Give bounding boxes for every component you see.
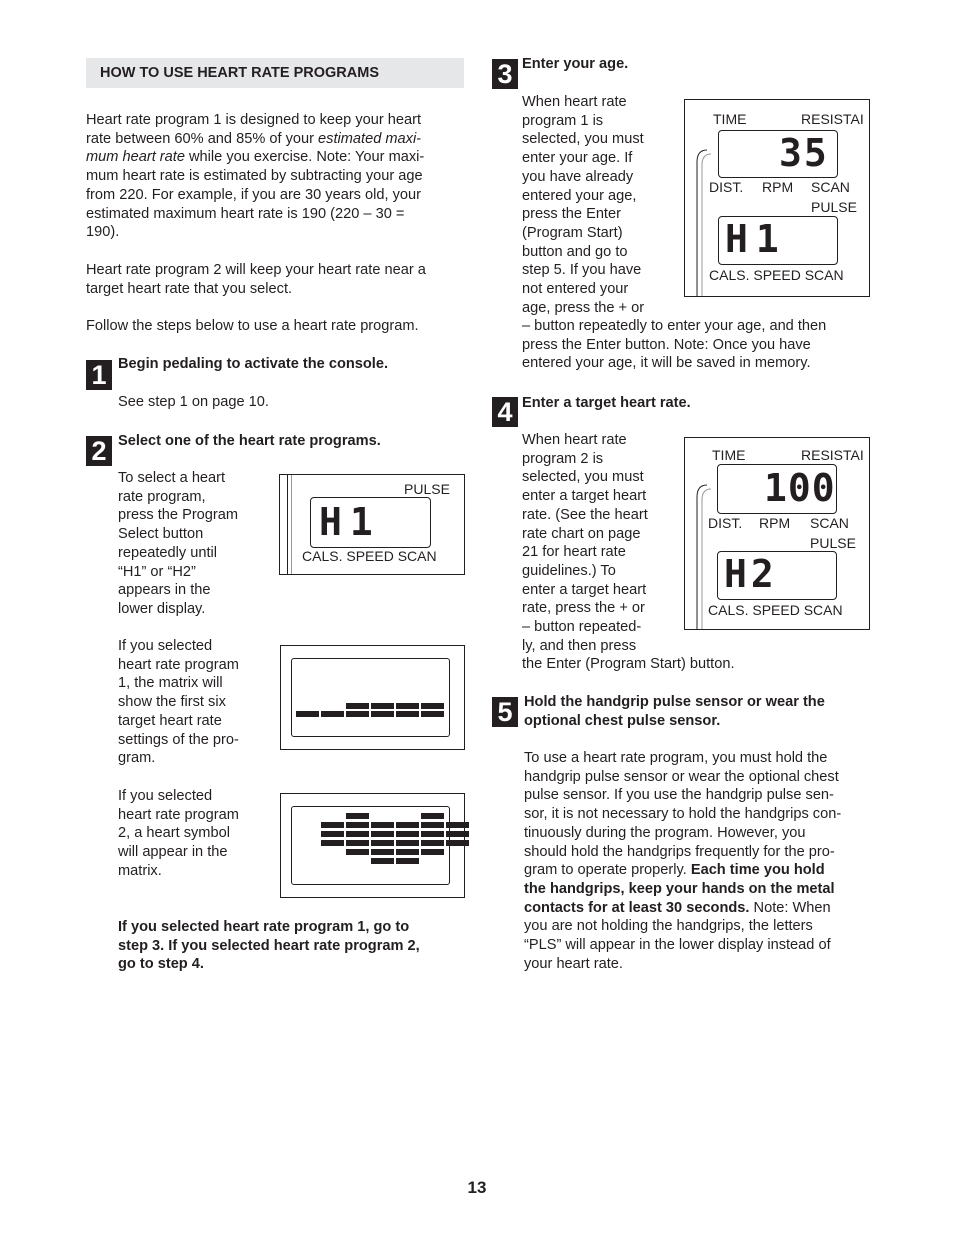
step-2-note-line: go to step 4.: [118, 956, 204, 973]
step-2-line: appears in the: [118, 582, 211, 599]
step-3-line: When heart rate: [522, 94, 627, 110]
lcd-window: [310, 497, 431, 548]
step-3-line: you have already: [522, 168, 634, 185]
display-bracket-lines: [685, 438, 715, 629]
step-3-line: selected, you must: [522, 131, 644, 148]
matrix-cell: [371, 849, 394, 855]
matrix-cell: [446, 822, 469, 828]
step-2-line: heart rate program: [118, 806, 239, 823]
intro-emphasis: mum heart rate: [86, 149, 185, 166]
step-4-line: ly, and then press: [522, 637, 637, 654]
matrix-cell: [371, 711, 394, 717]
intro-paragraph-2: [86, 261, 466, 298]
step-5-line: gram to operate properly.: [524, 862, 691, 879]
step-5-line: should hold the handgrips frequently for the pro-: [524, 843, 835, 860]
step-2-line: Select button: [118, 526, 204, 543]
step-2-line: matrix.: [118, 862, 162, 879]
lcd-window-bottom: [718, 216, 838, 265]
dist-label: DIST.: [708, 515, 743, 531]
step-3-line: age, press the + or: [522, 299, 645, 316]
display-edge-line: [287, 475, 288, 574]
step-4-line: When heart rate: [522, 432, 627, 448]
matrix-cell: [346, 849, 369, 855]
step-2-note-line: If you selected heart rate program 1, go to: [118, 919, 410, 935]
step-5-line: you are not holding the handgrips, the letters: [524, 918, 813, 935]
step-4-text-wide: the Enter (Program Start) button.: [522, 656, 735, 672]
scan-label: SCAN: [811, 179, 850, 195]
step-2-text-c: [118, 787, 278, 881]
step-2-number: 2: [86, 436, 112, 466]
intro-line: mum heart rate is estimated by subtracting your age: [86, 168, 423, 185]
step-5-title: [524, 693, 874, 730]
step-5-title-line: optional chest pulse sensor.: [524, 712, 721, 729]
rpm-label: RPM: [762, 179, 794, 195]
step-3-line: step 5. If you have: [522, 262, 642, 279]
console-display-age: [684, 99, 870, 297]
intro-line: estimated maximum heart rate is 190 (220 – 30 =: [86, 205, 405, 222]
time-label: TIME: [712, 447, 746, 463]
intro-emphasis: estimated maxi-: [318, 130, 422, 147]
intro-line: while you exercise. Note: Your maxi-: [184, 149, 425, 166]
console-display-target: [684, 437, 870, 630]
matrix-cell: [396, 849, 419, 855]
step-3-line: – button repeatedly to enter your age, and then: [522, 318, 827, 334]
matrix-cell: [371, 822, 394, 828]
step-2-line: heart rate program: [118, 656, 239, 673]
step-4-text: [522, 431, 682, 655]
matrix-display-program-2: [280, 793, 465, 898]
matrix-display-program-1: [280, 645, 465, 750]
step-2-line: show the first six: [118, 694, 226, 711]
step-4-line: – button repeated-: [522, 619, 642, 636]
pulse-label: PULSE: [810, 535, 856, 551]
step-4-number: 4: [492, 397, 518, 427]
step-2-line: To select a heart: [118, 470, 226, 486]
step-4-line: guidelines.) To: [522, 562, 616, 579]
step-5-text: [524, 749, 874, 973]
matrix-cell: [346, 831, 369, 837]
step-2-line: press the Program: [118, 507, 239, 524]
step-5-bold-text: contacts for at least 30 seconds.: [524, 899, 750, 916]
intro-line: rate between 60% and 85% of your: [86, 130, 319, 147]
step-3-text: [522, 93, 682, 317]
step-5-line: Note: When: [749, 899, 831, 916]
lcd-window-bottom: [717, 551, 837, 600]
matrix-cell: [321, 822, 344, 828]
step-2-line: “H1” or “H2”: [118, 563, 196, 580]
resistance-label: RESISTAI: [801, 447, 864, 463]
step-2-note: [118, 918, 468, 974]
step-5-line: sor, it is not necessary to hold the handgrips con-: [524, 806, 842, 823]
intro-line: target heart rate that you select.: [86, 280, 293, 297]
matrix-cell: [321, 831, 344, 837]
section-heading: HOW TO USE HEART RATE PROGRAMS: [100, 65, 379, 81]
matrix-cell: [346, 703, 369, 709]
step-1-title: Begin pedaling to activate the console.: [118, 356, 389, 372]
dist-label: DIST.: [709, 179, 744, 195]
step-3-line: entered your age,: [522, 187, 637, 204]
step-3-line: button and go to: [522, 243, 628, 260]
step-1-number: 1: [86, 360, 112, 390]
step-5-bold-text: Each time you hold: [690, 862, 825, 879]
step-2-line: If you selected: [118, 788, 213, 804]
matrix-cell: [371, 840, 394, 846]
matrix-window: [291, 658, 450, 737]
step-5-line: “PLS” will appear in the lower display instead of: [524, 937, 831, 954]
matrix-cell: [321, 711, 344, 717]
lcd-window-top: [717, 464, 837, 514]
step-3-line: program 1 is: [522, 112, 604, 129]
step-5-line: handgrip pulse sensor or wear the optional chest: [524, 768, 839, 785]
step-4-line: 21 for heart rate: [522, 544, 626, 561]
matrix-cell: [346, 711, 369, 717]
step-4-title: Enter a target heart rate.: [522, 395, 691, 411]
step-3-line: press the Enter: [522, 206, 621, 223]
step-2-text-b: [118, 637, 278, 768]
lcd-digits-top: 100: [764, 466, 836, 510]
matrix-cell: [421, 822, 444, 828]
step-2-line: repeatedly until: [118, 544, 217, 561]
matrix-cell: [296, 711, 319, 717]
step-2-line: will appear in the: [118, 844, 228, 861]
step-2-title: Select one of the heart rate programs.: [118, 433, 381, 449]
step-2-line: If you selected: [118, 638, 213, 654]
step-3-number: 3: [492, 59, 518, 89]
matrix-cell: [371, 831, 394, 837]
matrix-cell: [396, 840, 419, 846]
step-2-note-line: step 3. If you selected heart rate program 2,: [118, 937, 420, 954]
page-number: 13: [467, 1178, 487, 1197]
cals-speed-scan-label: CALS. SPEED SCAN: [302, 548, 437, 564]
matrix-cell: [346, 822, 369, 828]
console-display-program-select: [279, 474, 465, 575]
display-edge-line: [291, 475, 292, 574]
step-5-line: tinuously during the program. However, you: [524, 824, 806, 841]
lcd-digits-bottom: H1: [725, 217, 787, 261]
matrix-cell: [396, 703, 419, 709]
step-5-title-line: Hold the handgrip pulse sensor or wear the: [524, 694, 825, 710]
step-5-line: To use a heart rate program, you must hold the: [524, 750, 828, 766]
step-2-line: gram.: [118, 750, 156, 767]
step-2-line: lower display.: [118, 600, 206, 617]
step-2-text-a: [118, 469, 278, 619]
step-2-line: 2, a heart symbol: [118, 825, 230, 842]
pulse-label: PULSE: [404, 481, 450, 497]
matrix-cell: [421, 849, 444, 855]
matrix-cell: [396, 831, 419, 837]
step-3-title: Enter your age.: [522, 56, 629, 72]
intro-line: 190).: [86, 224, 120, 241]
intro-line: Heart rate program 2 will keep your heart rate near a: [86, 262, 426, 278]
matrix-cell: [371, 858, 394, 864]
step-4-line: selected, you must: [522, 469, 644, 486]
step-2-line: 1, the matrix will: [118, 675, 223, 692]
matrix-cell: [421, 831, 444, 837]
lcd-digits-top: 35: [779, 131, 829, 175]
matrix-cell: [346, 840, 369, 846]
matrix-cell: [396, 711, 419, 717]
step-2-line: rate program,: [118, 488, 206, 505]
step-5-bold-text: the handgrips, keep your hands on the metal: [524, 880, 835, 897]
step-3-line: enter your age. If: [522, 150, 633, 167]
step-2-line: settings of the pro-: [118, 731, 239, 748]
matrix-cell: [421, 840, 444, 846]
step-3-line: not entered your: [522, 281, 629, 298]
lcd-digits: H1: [319, 500, 381, 544]
lcd-digits-bottom: H2: [724, 552, 778, 596]
step-4-line: rate. (See the heart: [522, 506, 648, 523]
step-5-line: pulse sensor. If you use the handgrip pulse sen-: [524, 787, 834, 804]
step-3-line: entered your age, it will be saved in memory.: [522, 355, 811, 372]
time-label: TIME: [713, 111, 747, 127]
matrix-cell: [371, 703, 394, 709]
step-4-line: enter a target heart: [522, 581, 647, 598]
matrix-cell: [446, 831, 469, 837]
scan-label: SCAN: [810, 515, 849, 531]
matrix-cell: [421, 711, 444, 717]
matrix-cell: [396, 822, 419, 828]
step-4-line: program 2 is: [522, 450, 604, 467]
step-4-line: rate, press the + or: [522, 600, 645, 617]
matrix-cell: [346, 813, 369, 819]
intro-line: from 220. For example, if you are 30 years old, your: [86, 186, 422, 203]
step-2-line: target heart rate: [118, 712, 222, 729]
rpm-label: RPM: [759, 515, 791, 531]
step-4-line: rate chart on page: [522, 525, 641, 542]
section-heading-bar: [86, 58, 464, 88]
step-3-line: (Program Start): [522, 224, 623, 241]
matrix-cell: [421, 703, 444, 709]
intro-line: Heart rate program 1 is designed to keep your heart: [86, 112, 422, 128]
resistance-label: RESISTAI: [801, 111, 864, 127]
step-5-number: 5: [492, 697, 518, 727]
step-5-line: your heart rate.: [524, 955, 623, 972]
pulse-label: PULSE: [811, 199, 857, 215]
intro-paragraph-1: [86, 111, 466, 242]
lcd-window-top: [718, 130, 838, 178]
matrix-cell: [321, 840, 344, 846]
matrix-cell: [396, 858, 419, 864]
cals-speed-scan-label: CALS. SPEED SCAN: [709, 267, 844, 283]
step-4-line: enter a target heart: [522, 488, 647, 505]
cals-speed-scan-label: CALS. SPEED SCAN: [708, 602, 843, 618]
matrix-cell: [421, 813, 444, 819]
step-3-text-wide: [522, 317, 872, 373]
matrix-cell: [446, 840, 469, 846]
step-1-text: See step 1 on page 10.: [118, 394, 269, 410]
intro-paragraph-3: Follow the steps below to use a heart rate program.: [86, 318, 419, 334]
step-3-line: press the Enter button. Note: Once you have: [522, 336, 811, 353]
